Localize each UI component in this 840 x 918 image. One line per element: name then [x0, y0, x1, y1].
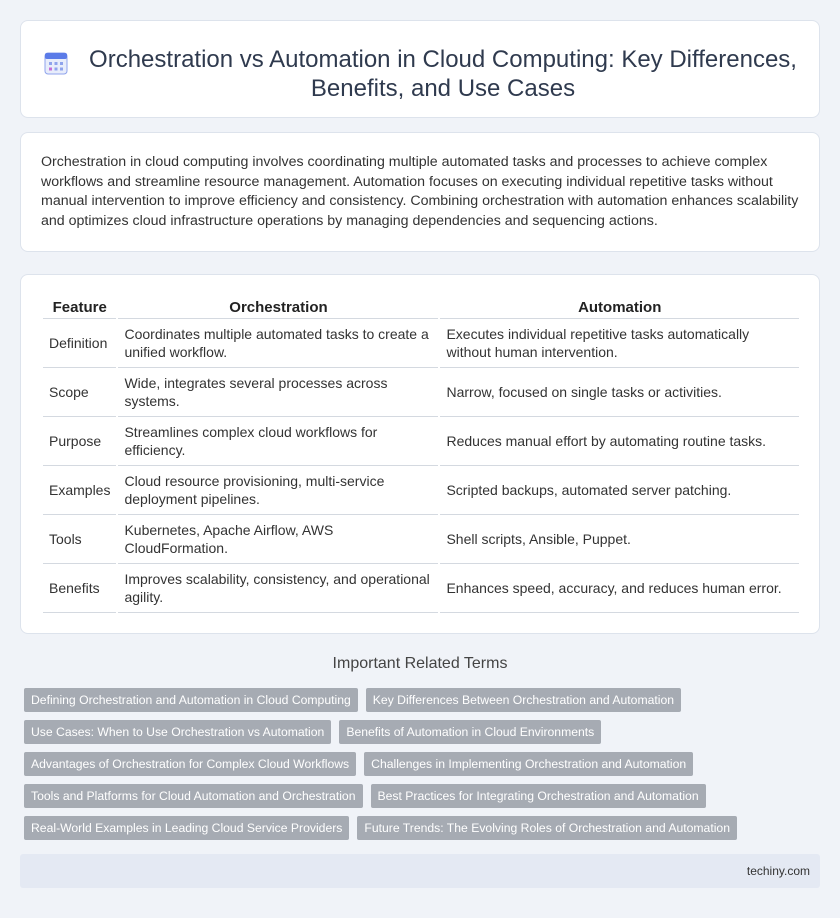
table-row — [43, 368, 799, 417]
header-orchestration: Orchestration — [117, 295, 439, 319]
intro-paragraph: Orchestration in cloud computing involves coordinating multiple automated tasks and processes to achieve complex workflows and streamline resource management. Automation focuses on executing individual repetitive tasks without manual intervention to improve efficiency and consistency. Combining orchestration with automation enhances scalability and optimizes cloud infrastructure operations by managing dependencies and sequencing actions. — [41, 154, 799, 229]
automation-cell: Narrow, focused on single tasks or activities. — [439, 368, 799, 417]
header-automation: Automation — [439, 295, 799, 319]
related-term-link[interactable]: Real-World Examples in Leading Cloud Service Providers — [24, 816, 349, 840]
related-term-link[interactable]: Benefits of Automation in Cloud Environments — [339, 720, 601, 744]
page-title: Orchestration vs Automation in Cloud Computing: Key Differences, Benefits, and Use Cases — [89, 46, 797, 102]
related-term-link[interactable]: Advantages of Orchestration for Complex Cloud Workflows — [24, 752, 356, 776]
automation-cell: Shell scripts, Ansible, Puppet. — [439, 515, 799, 564]
feature-cell: Purpose — [43, 417, 117, 466]
automation-cell: Scripted backups, automated server patching. — [439, 466, 799, 515]
comparison-card — [20, 274, 820, 634]
orchestration-cell: Improves scalability, consistency, and operational agility. — [117, 564, 439, 613]
orchestration-cell: Cloud resource provisioning, multi-service deployment pipelines. — [117, 466, 439, 515]
feature-cell: Scope — [43, 368, 117, 417]
table-row — [43, 319, 799, 368]
orchestration-cell: Wide, integrates several processes across systems. — [117, 368, 439, 417]
feature-cell: Tools — [43, 515, 117, 564]
table-row — [43, 466, 799, 515]
related-term-link[interactable]: Key Differences Between Orchestration and Automation — [366, 688, 681, 712]
calendar-icon — [42, 49, 70, 77]
related-term-link[interactable]: Challenges in Implementing Orchestration and Automation — [364, 752, 693, 776]
comparison-table — [43, 295, 799, 613]
orchestration-cell: Kubernetes, Apache Airflow, AWS CloudFormation. — [117, 515, 439, 564]
related-term-link[interactable]: Defining Orchestration and Automation in Cloud Computing — [24, 688, 358, 712]
table-row — [43, 564, 799, 613]
related-terms-list — [24, 688, 820, 848]
tag-row — [24, 720, 820, 744]
tag-row — [24, 816, 820, 840]
table-header-row — [43, 295, 799, 319]
automation-cell: Reduces manual effort by automating routine tasks. — [439, 417, 799, 466]
feature-cell: Examples — [43, 466, 117, 515]
footer-site-link[interactable]: techiny.com — [746, 864, 810, 878]
feature-cell: Definition — [43, 319, 117, 368]
orchestration-cell: Coordinates multiple automated tasks to create a unified workflow. — [117, 319, 439, 368]
tag-row — [24, 688, 820, 712]
footer — [20, 854, 820, 888]
related-term-link[interactable]: Best Practices for Integrating Orchestration and Automation — [371, 784, 706, 808]
intro-card — [20, 132, 820, 252]
title-wrap — [21, 21, 819, 103]
table-row — [43, 417, 799, 466]
tag-row — [24, 752, 820, 776]
automation-cell: Enhances speed, accuracy, and reduces human error. — [439, 564, 799, 613]
related-terms-heading: Important Related Terms — [332, 655, 508, 672]
header-feature: Feature — [43, 295, 117, 319]
tag-row — [24, 784, 820, 808]
orchestration-cell: Streamlines complex cloud workflows for efficiency. — [117, 417, 439, 466]
feature-cell: Benefits — [43, 564, 117, 613]
related-term-link[interactable]: Use Cases: When to Use Orchestration vs Automation — [24, 720, 331, 744]
table-row — [43, 515, 799, 564]
related-term-link[interactable]: Future Trends: The Evolving Roles of Orchestration and Automation — [357, 816, 737, 840]
automation-cell: Executes individual repetitive tasks automatically without human intervention. — [439, 319, 799, 368]
title-card — [20, 20, 820, 118]
related-term-link[interactable]: Tools and Platforms for Cloud Automation and Orchestration — [24, 784, 363, 808]
